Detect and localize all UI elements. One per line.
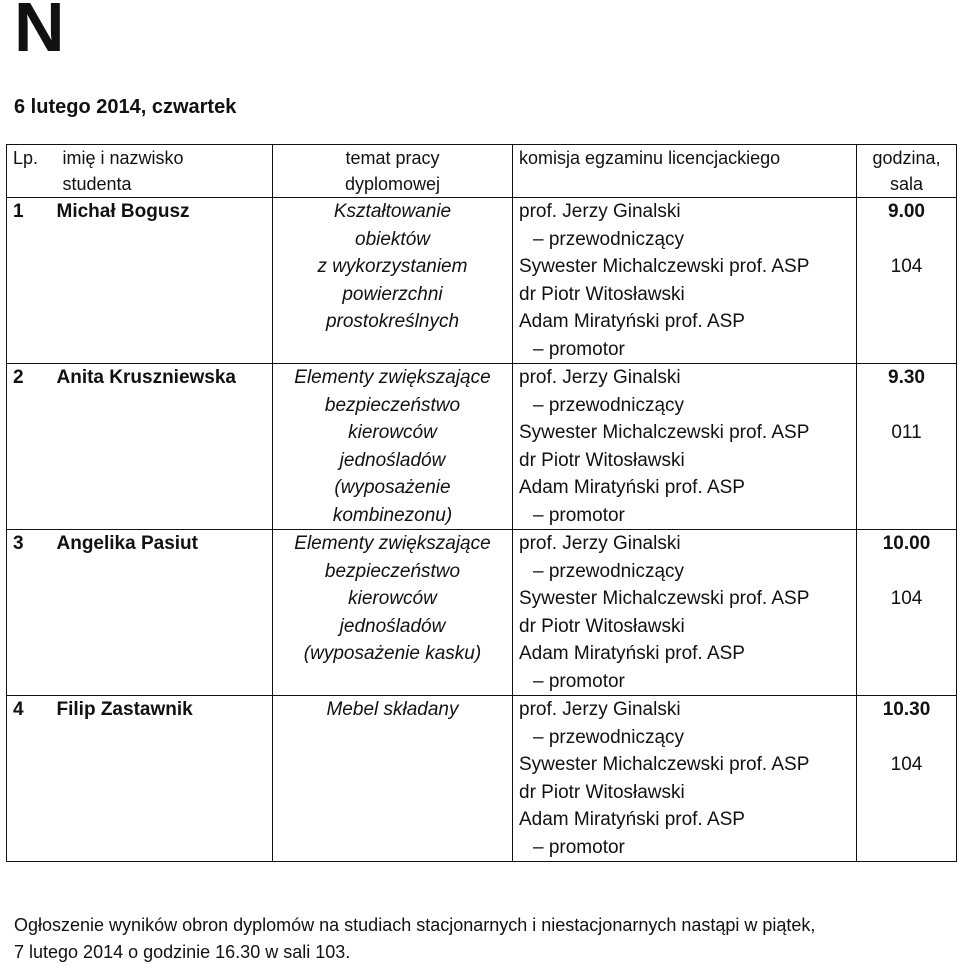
time-and-room bbox=[857, 696, 957, 862]
section-letter: N bbox=[14, 0, 65, 66]
time-and-room bbox=[857, 530, 957, 696]
committee-member-line: dr Piotr Witosławski bbox=[519, 449, 685, 471]
exam-date: 6 lutego 2014, czwartek bbox=[14, 96, 237, 118]
topic-line: bezpieczeństwo bbox=[324, 394, 461, 416]
committee-member-line: – przewodniczący bbox=[533, 228, 685, 250]
committee-member-line: Adam Miratyński prof. ASP bbox=[519, 477, 745, 498]
committee-member-line: – promotor bbox=[533, 836, 625, 858]
topic-line: powierzchni bbox=[342, 283, 443, 305]
header-student-name bbox=[53, 145, 273, 198]
header-topic-line: dyplomowej bbox=[344, 174, 441, 194]
exam-committee bbox=[513, 696, 857, 862]
header-time-line: sala bbox=[889, 174, 924, 194]
table-row bbox=[7, 198, 957, 364]
topic-line: obiektów bbox=[355, 228, 430, 250]
topic-line: jednośladów bbox=[339, 615, 446, 637]
student-name: Angelika Pasiut bbox=[53, 530, 273, 696]
student-name: Michał Bogusz bbox=[53, 198, 273, 364]
topic-line: kierowców bbox=[348, 588, 437, 609]
committee-member-line: – przewodniczący bbox=[533, 394, 685, 416]
table-header-row bbox=[7, 145, 957, 198]
topic-line: Kształtowanie bbox=[333, 201, 452, 222]
header-thesis-topic bbox=[273, 145, 513, 198]
exam-hour: 10.30 bbox=[882, 699, 931, 720]
header-topic-line: temat pracy bbox=[345, 148, 440, 168]
committee-member-line: Sywester Michalczewski prof. ASP bbox=[519, 422, 810, 443]
exam-committee bbox=[513, 364, 857, 530]
topic-line: prostokreślnych bbox=[325, 311, 460, 332]
row-number: 3 bbox=[7, 530, 53, 696]
topic-line: kierowców bbox=[348, 422, 437, 443]
header-name-line: studenta bbox=[62, 174, 132, 194]
header-time-room bbox=[857, 145, 957, 198]
committee-member-line: prof. Jerzy Ginalski bbox=[519, 201, 681, 222]
topic-line: (wyposażenie bbox=[334, 477, 451, 498]
committee-member-line: prof. Jerzy Ginalski bbox=[519, 699, 681, 720]
exam-room: 104 bbox=[890, 588, 923, 609]
schedule-rows bbox=[7, 198, 957, 862]
results-notice bbox=[14, 912, 954, 966]
topic-line: (wyposażenie kasku) bbox=[303, 643, 482, 664]
notice-line: 7 lutego 2014 o godzinie 16.30 w sali 103. bbox=[14, 942, 351, 962]
thesis-topic bbox=[273, 198, 513, 364]
committee-member-line: – przewodniczący bbox=[533, 726, 685, 748]
committee-member-line: Sywester Michalczewski prof. ASP bbox=[519, 256, 810, 277]
topic-line: Mebel składany bbox=[326, 699, 459, 720]
notice-line: Ogłoszenie wyników obron dyplomów na studiach stacjonarnych i niestacjonarnych nastąpi w piątek, bbox=[14, 915, 816, 935]
topic-line: Elementy zwiększające bbox=[294, 533, 491, 554]
exam-schedule-table bbox=[6, 144, 957, 862]
table-row bbox=[7, 364, 957, 530]
committee-member-line: dr Piotr Witosławski bbox=[519, 615, 685, 637]
exam-hour: 9.30 bbox=[888, 367, 925, 388]
committee-member-line: Adam Miratyński prof. ASP bbox=[519, 643, 745, 664]
committee-member-line: Sywester Michalczewski prof. ASP bbox=[519, 588, 810, 609]
exam-room: 011 bbox=[891, 422, 922, 443]
committee-member-line: Sywester Michalczewski prof. ASP bbox=[519, 754, 810, 775]
header-committee: komisja egzaminu licencjackiego bbox=[513, 145, 857, 198]
time-and-room bbox=[857, 364, 957, 530]
thesis-topic bbox=[273, 364, 513, 530]
committee-member-line: – przewodniczący bbox=[533, 560, 685, 582]
committee-member-line: prof. Jerzy Ginalski bbox=[519, 367, 681, 388]
table-row bbox=[7, 696, 957, 862]
committee-member-line: dr Piotr Witosławski bbox=[519, 283, 685, 305]
exam-committee bbox=[513, 198, 857, 364]
thesis-topic bbox=[273, 696, 513, 862]
topic-line: z wykorzystaniem bbox=[317, 256, 468, 277]
row-number: 1 bbox=[7, 198, 53, 364]
exam-hour: 10.00 bbox=[882, 533, 931, 554]
topic-line: kombinezonu) bbox=[332, 504, 453, 526]
student-name: Filip Zastawnik bbox=[53, 696, 273, 862]
committee-member-line: prof. Jerzy Ginalski bbox=[519, 533, 681, 554]
table-row bbox=[7, 530, 957, 696]
committee-member-line: – promotor bbox=[533, 670, 625, 692]
row-number: 4 bbox=[7, 696, 53, 862]
topic-line: jednośladów bbox=[339, 449, 446, 471]
header-lp: Lp. bbox=[7, 145, 53, 198]
topic-line: bezpieczeństwo bbox=[324, 560, 461, 582]
committee-member-line: Adam Miratyński prof. ASP bbox=[519, 809, 745, 830]
header-time-line: godzina, bbox=[872, 148, 941, 168]
exam-committee bbox=[513, 530, 857, 696]
thesis-topic bbox=[273, 530, 513, 696]
student-name: Anita Kruszniewska bbox=[53, 364, 273, 530]
committee-member-line: – promotor bbox=[533, 338, 625, 360]
committee-member-line: dr Piotr Witosławski bbox=[519, 781, 685, 803]
committee-member-line: Adam Miratyński prof. ASP bbox=[519, 311, 745, 332]
topic-line: Elementy zwiększające bbox=[294, 367, 491, 388]
exam-room: 104 bbox=[890, 754, 923, 775]
row-number: 2 bbox=[7, 364, 53, 530]
time-and-room bbox=[857, 198, 957, 364]
exam-room: 104 bbox=[890, 256, 923, 277]
exam-hour: 9.00 bbox=[888, 201, 925, 222]
committee-member-line: – promotor bbox=[533, 504, 625, 526]
header-name-line: imię i nazwisko bbox=[62, 148, 184, 168]
